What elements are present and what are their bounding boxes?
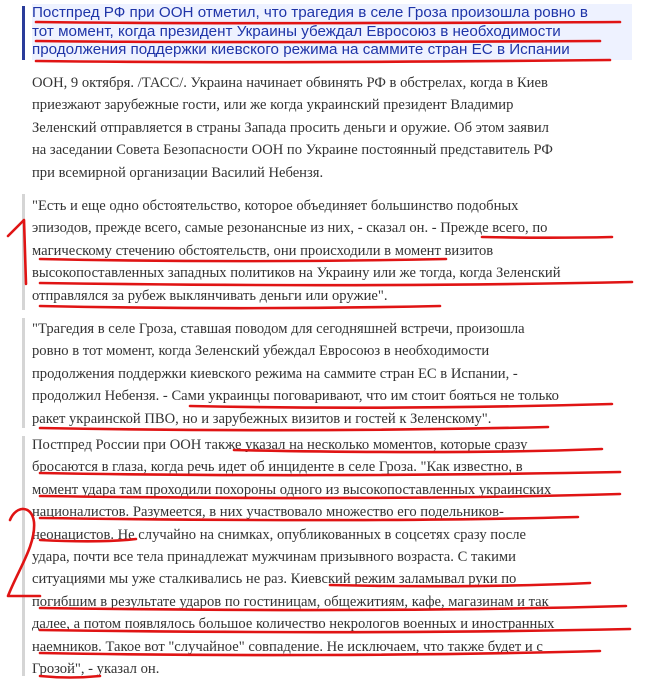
text-line: ООН, 9 октября. /ТАСС/. Украина начинает обвинять РФ в обстрелах, когда в Киев (32, 75, 548, 91)
statement-paragraph (32, 434, 638, 680)
text-line: далее, а потом появлялось большое количество некрологов военных и иностранных (32, 616, 555, 633)
text-line: Грозой", - указал он. (32, 661, 160, 678)
text-line: ракет украинской ПВО, но и зарубежных визитов и гостей к Зеленскому". (32, 410, 492, 427)
headline-line: тот момент, когда президент Украины убеждал Евросоюз в необходимости (32, 22, 561, 40)
quote-paragraph-2 (32, 318, 638, 430)
text-line: магическому стечению обстоятельств, они происходили в момент визитов (32, 242, 494, 259)
headline-line: продолжения поддержки киевского режима на саммите стран ЕС в Испании (32, 41, 570, 58)
text-line: продолжения поддержки киевского режима на саммите стран ЕС в Испании, - (32, 365, 518, 382)
text-line: ровно в тот момент, когда Зеленский убеждал Евросоюз в необходимости (32, 343, 490, 360)
headline-accent-bar (22, 6, 25, 60)
quote-bar-3 (22, 436, 25, 676)
text-line: приезжают зарубежные гости, или же когда украинский президент Владимир (32, 97, 514, 114)
text-line: националистов. Разумеется, в них участвовало множество его подельников- (32, 504, 504, 521)
text-line: Зеленский отправляется в страны Запада просить деньги и оружие. Об этом заявил (32, 119, 549, 136)
text-line: "Есть и еще одно обстоятельство, которое объединяет большинство подобных (32, 198, 519, 214)
headline-line: Постпред РФ при ООН отметил, что трагедия в селе Гроза произошла ровно в (32, 4, 588, 21)
text-line: отправлялся за рубеж выклянчивать деньги или оружие". (32, 287, 388, 304)
text-line: погибшим в результате ударов по гостиницам, общежитиям, кафе, магазинам и так (32, 593, 549, 610)
text-line: Постпред России при ООН также указал на несколько моментов, которые сразу (32, 437, 528, 453)
text-line: продолжил Небензя. - Сами украинцы поговаривают, что им стоит бояться не только (32, 388, 559, 405)
text-line: бросаются в глаза, когда речь идет об инциденте в селе Гроза. "Как известно, в (32, 459, 523, 476)
text-line: ситуациями мы уже сталкивались не раз. Киевский режим заламывал руки по (32, 571, 517, 588)
article-headline[interactable] (32, 4, 632, 60)
text-line: высокопоставленных западных политиков на Украину или же тогда, когда Зеленский (32, 265, 561, 282)
quote-bar-1 (22, 194, 25, 310)
quote-paragraph-1 (32, 195, 638, 307)
text-line: наемников. Такое вот "случайное" совпадение. Не исключаем, что также будет и с (32, 638, 543, 655)
text-line: удара, почти все тела принадлежат мужчинам призывного возраста. С такими (32, 549, 516, 566)
text-line: неонацистов. Не случайно на снимках, опубликованных в соцсетях сразу после (32, 526, 526, 543)
quote-bar-2 (22, 318, 25, 428)
text-line: "Трагедия в селе Гроза, ставшая поводом для сегодняшней встречи, произошла (32, 321, 525, 337)
lead-paragraph (32, 72, 638, 184)
text-line: момент удара там проходили похороны одного из высокопоставленных украинских (32, 481, 552, 498)
text-line: эпизодов, прежде всего, самые резонансные из них, - сказал он. - Прежде всего, по (32, 220, 548, 237)
text-line: при всемирной организации Василий Небензя. (32, 164, 324, 181)
text-line: на заседании Совета Безопасности ООН по Украине постоянный представитель РФ (32, 142, 553, 159)
underline-mark (36, 60, 610, 62)
